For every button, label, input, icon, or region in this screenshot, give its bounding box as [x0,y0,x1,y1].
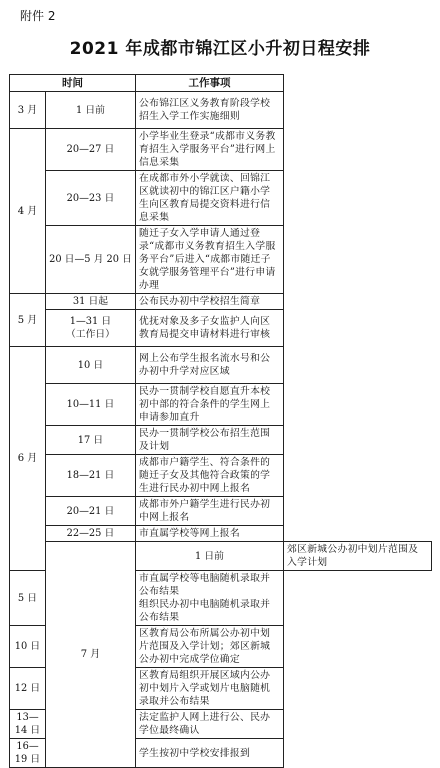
time-cell: 16—19 日 [10,739,46,768]
work-item-cell: 法定监护人网上进行公、民办学位最终确认 [136,710,284,739]
time-cell: 12 日 [10,668,46,710]
table-row [10,497,432,526]
attachment-label: 附件 2 [20,9,56,23]
table-row [10,347,432,384]
time-cell: 13—14 日 [10,710,46,739]
work-item-cell: 成都市外户籍学生进行民办初中网上报名 [136,497,284,526]
header-time: 时间 [10,75,136,92]
time-cell: 1 日前 [136,542,284,571]
work-item-cell: 市直属学校等网上报名 [136,526,284,542]
time-cell: 20 日—5 月 20 日 [46,226,136,294]
time-cell: 31 日起 [46,294,136,310]
work-item-cell: 郊区新城公办初中划片范围及入学计划 [284,542,432,571]
month-cell: 5 月 [10,294,46,347]
work-item-cell: 成都市户籍学生、符合条件的随迁子女及其他符合政策的学生进行民办初中网上报名 [136,455,284,497]
table-header-row [10,75,432,92]
schedule-table [9,74,432,768]
table-row [10,310,432,347]
work-item-cell: 区教育局公布所属公办初中划片范围及入学计划；郊区新城公办初中完成学位确定 [136,626,284,668]
table-row [10,294,432,310]
work-item-cell: 民办一贯制学校自愿直升本校初中部的符合条件的学生网上申请参加直升 [136,384,284,426]
table-row [10,426,432,455]
table-row [10,92,432,129]
time-cell: 17 日 [46,426,136,455]
month-cell: 4 月 [10,129,46,294]
table-row [10,129,432,171]
work-item-cell: 随迁子女入学申请人通过登录“成都市义务教育招生入学服务平台”后进入“成都市随迁子女就学服务管理平台”进行申请办理 [136,226,284,294]
table-row [10,226,432,294]
time-cell: 1—31 日 （工作日） [46,310,136,347]
time-cell: 10 日 [46,347,136,384]
month-cell: 3 月 [10,92,46,129]
work-item-cell: 公布锦江区义务教育阶段学校招生入学工作实施细则 [136,92,284,129]
time-cell: 1 日前 [46,92,136,129]
table-row [10,455,432,497]
work-item-cell: 市直属学校等电脑随机录取并公布结果 组织民办初中电脑随机录取并公布结果 [136,571,284,626]
table-row [10,526,432,542]
time-cell: 20—21 日 [46,497,136,526]
work-item-cell: 小学毕业生登录“成都市义务教育招生入学服务平台”进行网上信息采集 [136,129,284,171]
month-cell: 6 月 [10,347,46,571]
work-item-cell: 区教育局组织开展区域内公办初中划片入学或划片电脑随机录取并公布结果 [136,668,284,710]
time-cell: 18—21 日 [46,455,136,497]
work-item-cell: 网上公布学生报名流水号和公办初中升学对应区域 [136,347,284,384]
work-item-cell: 学生按初中学校安排报到 [136,739,284,768]
time-cell: 20—27 日 [46,129,136,171]
page-title: 2021 年成都市锦江区小升初日程安排 [69,39,371,59]
time-cell: 5 日 [10,571,46,626]
work-item-cell: 在成都市外小学就读、回锦江区就读初中的锦江区户籍小学生向区教育局提交资料进行信息采集 [136,171,284,226]
table-row [10,542,432,571]
work-item-cell: 民办一贯制学校公布招生范围及计划 [136,426,284,455]
time-cell: 10—11 日 [46,384,136,426]
table-row [10,384,432,426]
header-work: 工作事项 [136,75,284,92]
time-cell: 20—23 日 [46,171,136,226]
time-cell: 22—25 日 [46,526,136,542]
table-body [10,92,432,768]
month-cell: 7 月 [46,542,136,768]
table-row [10,171,432,226]
time-cell: 10 日 [10,626,46,668]
work-item-cell: 优抚对象及多子女监护人向区教育局提交申请材料进行审核 [136,310,284,347]
work-item-cell: 公布民办初中学校招生简章 [136,294,284,310]
